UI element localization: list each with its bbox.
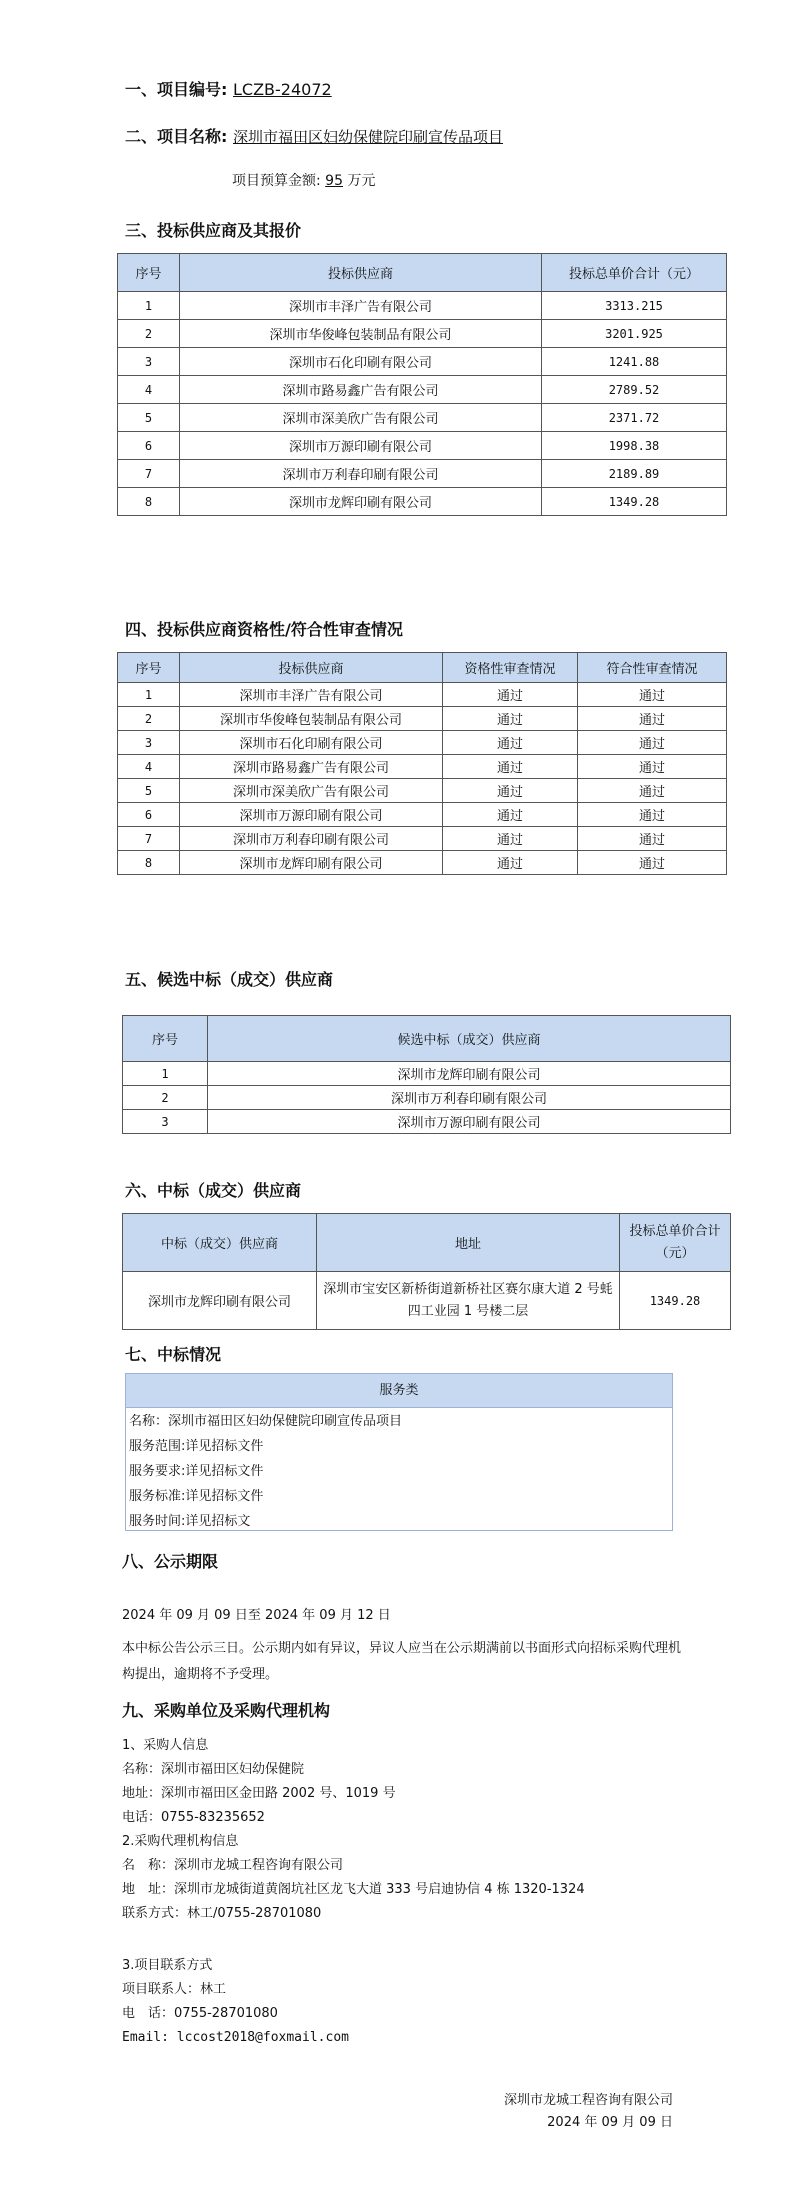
project-name-label: 二、项目名称: <box>125 127 228 146</box>
table-cell: 4 <box>118 376 180 404</box>
table-cell: 通过 <box>443 851 578 875</box>
table-cell: 通过 <box>578 827 727 851</box>
bid-price-table <box>117 253 727 516</box>
table-cell: 深圳市深美欣广告有限公司 <box>180 404 542 432</box>
footer <box>504 2090 673 2134</box>
table-row <box>118 803 727 827</box>
contact-block <box>122 1734 585 1926</box>
service-box <box>125 1373 673 1531</box>
table-cell: 1241.88 <box>542 348 727 376</box>
publicity-period: 2024 年 09 月 09 日至 2024 年 09 月 12 日 <box>122 1608 391 1623</box>
contact-line: 电 话：0755-28701080 <box>122 2006 278 2021</box>
table-cell: 通过 <box>443 731 578 755</box>
winner-table <box>122 1213 731 1330</box>
contact-line: 联系方式：林工/0755-28701080 <box>122 1906 322 1921</box>
contact-email: Email: lccost2018@foxmail.com <box>122 2030 349 2045</box>
budget-line <box>232 170 375 190</box>
table-cell: 通过 <box>578 803 727 827</box>
table-cell: 深圳市万源印刷有限公司 <box>180 803 443 827</box>
table-row <box>118 376 727 404</box>
qualification-table <box>117 652 727 875</box>
table-cell: 通过 <box>578 779 727 803</box>
table-cell: 8 <box>118 488 180 516</box>
table-row <box>118 348 727 376</box>
table-row <box>118 851 727 875</box>
table-cell: 2189.89 <box>542 460 727 488</box>
contact-line: 地址：深圳市福田区金田路 2002 号、1019 号 <box>122 1786 396 1801</box>
table-cell: 2 <box>123 1086 208 1110</box>
project-name-value: 深圳市福田区妇幼保健院印刷宣传品项目 <box>232 128 503 146</box>
table-cell: 3201.925 <box>542 320 727 348</box>
table-cell: 通过 <box>443 683 578 707</box>
table-row <box>118 432 727 460</box>
table-row <box>123 1110 731 1134</box>
col-header-supplier: 投标供应商 <box>180 653 443 683</box>
table-cell: 深圳市华俊峰包装制品有限公司 <box>180 320 542 348</box>
contact-line: 1、采购人信息 <box>122 1738 209 1753</box>
table-row <box>118 827 727 851</box>
col-header-index: 序号 <box>118 254 180 292</box>
table-cell: 3 <box>118 348 180 376</box>
project-contact-block <box>122 1954 349 2050</box>
service-box-header: 服务类 <box>126 1374 672 1408</box>
contact-line: 名 称：深圳市龙城工程咨询有限公司 <box>122 1858 344 1873</box>
table-row <box>123 1272 731 1330</box>
table-cell: 2 <box>118 707 180 731</box>
winner-total: 1349.28 <box>620 1272 731 1330</box>
section-9-title: 九、采购单位及采购代理机构 <box>122 1701 331 1720</box>
winner-supplier: 深圳市龙辉印刷有限公司 <box>123 1272 317 1330</box>
table-row <box>118 755 727 779</box>
table-cell: 深圳市龙辉印刷有限公司 <box>180 488 542 516</box>
service-line: 服务时间:详见招标文 <box>129 1514 251 1529</box>
table-cell: 深圳市石化印刷有限公司 <box>180 731 443 755</box>
table-cell: 2371.72 <box>542 404 727 432</box>
project-number-value: LCZB-24072 <box>232 80 332 99</box>
budget-label: 项目预算金额: <box>232 173 321 189</box>
table-cell: 深圳市华俊峰包装制品有限公司 <box>180 707 443 731</box>
table-cell: 3313.215 <box>542 292 727 320</box>
table-cell: 通过 <box>443 779 578 803</box>
contact-line: 项目联系人：林工 <box>122 1982 227 1997</box>
col-header-total: 投标总单价合计（元） <box>620 1214 731 1272</box>
table-cell: 通过 <box>578 707 727 731</box>
col-header-address: 地址 <box>317 1214 620 1272</box>
table-row <box>118 683 727 707</box>
table-row <box>118 488 727 516</box>
table-cell: 深圳市龙辉印刷有限公司 <box>208 1062 731 1086</box>
section-5-title: 五、候选中标（成交）供应商 <box>125 970 334 989</box>
section-6-title: 六、中标（成交）供应商 <box>125 1181 302 1200</box>
table-row <box>118 320 727 348</box>
col-header-total: 投标总单价合计（元） <box>542 254 727 292</box>
table-cell: 通过 <box>578 851 727 875</box>
table-cell: 7 <box>118 827 180 851</box>
table-cell: 深圳市万利春印刷有限公司 <box>208 1086 731 1110</box>
footer-org: 深圳市龙城工程咨询有限公司 <box>503 2093 673 2108</box>
table-cell: 深圳市路易鑫广告有限公司 <box>180 376 542 404</box>
table-cell: 通过 <box>578 731 727 755</box>
section-3-title: 三、投标供应商及其报价 <box>125 221 302 240</box>
budget-value: 95 <box>325 173 343 189</box>
table-cell: 深圳市路易鑫广告有限公司 <box>180 755 443 779</box>
table-cell: 2789.52 <box>542 376 727 404</box>
table-cell: 通过 <box>443 803 578 827</box>
section-8-title: 八、公示期限 <box>122 1552 219 1571</box>
col-header-compliance: 符合性审查情况 <box>578 653 727 683</box>
contact-line: 电话：0755-83235652 <box>122 1810 265 1825</box>
service-line: 名称：深圳市福田区妇幼保健院印刷宣传品项目 <box>129 1414 403 1429</box>
table-cell: 通过 <box>443 827 578 851</box>
table-cell: 1 <box>118 292 180 320</box>
col-header-supplier: 投标供应商 <box>180 254 542 292</box>
service-line: 服务要求:详见招标文件 <box>129 1464 264 1479</box>
table-cell: 5 <box>118 404 180 432</box>
table-cell: 3 <box>118 731 180 755</box>
table-cell: 4 <box>118 755 180 779</box>
table-cell: 5 <box>118 779 180 803</box>
project-number <box>125 77 332 100</box>
contact-line: 名称：深圳市福田区妇幼保健院 <box>122 1762 305 1777</box>
table-row <box>123 1086 731 1110</box>
table-row <box>118 292 727 320</box>
contact-line: 地 址：深圳市龙城街道黄阁坑社区龙飞大道 333 号启迪协信 4 栋 1320-1324 <box>122 1882 585 1897</box>
winner-address: 深圳市宝安区新桥街道新桥社区赛尔康大道 2 号蚝四工业园 1 号楼二层 <box>317 1272 620 1330</box>
table-cell: 深圳市万利春印刷有限公司 <box>180 460 542 488</box>
table-cell: 1998.38 <box>542 432 727 460</box>
col-header-index: 序号 <box>123 1016 208 1062</box>
table-cell: 深圳市万源印刷有限公司 <box>180 432 542 460</box>
table-cell: 深圳市丰泽广告有限公司 <box>180 292 542 320</box>
service-line: 服务标准:详见招标文件 <box>129 1489 264 1504</box>
table-row <box>118 404 727 432</box>
table-cell: 3 <box>123 1110 208 1134</box>
table-row <box>118 707 727 731</box>
candidate-table <box>122 1015 731 1134</box>
table-cell: 通过 <box>443 707 578 731</box>
table-cell: 6 <box>118 432 180 460</box>
table-cell: 通过 <box>578 755 727 779</box>
project-name <box>125 124 503 147</box>
table-cell: 深圳市龙辉印刷有限公司 <box>180 851 443 875</box>
table-row <box>118 460 727 488</box>
publicity-notice: 本中标公告公示三日。公示期内如有异议，异议人应当在公示期满前以书面形式向招标采购代理机构提出，逾期将不予受理。 <box>122 1641 682 1682</box>
col-header-winner: 中标（成交）供应商 <box>123 1214 317 1272</box>
table-cell: 1 <box>118 683 180 707</box>
table-cell: 8 <box>118 851 180 875</box>
table-cell: 深圳市深美欣广告有限公司 <box>180 779 443 803</box>
project-number-label: 一、项目编号: <box>125 80 228 99</box>
table-cell: 通过 <box>578 683 727 707</box>
col-header-index: 序号 <box>118 653 180 683</box>
contact-line: 3.项目联系方式 <box>122 1958 213 1973</box>
table-cell: 深圳市万利春印刷有限公司 <box>180 827 443 851</box>
table-cell: 1 <box>123 1062 208 1086</box>
budget-unit: 万元 <box>347 173 376 189</box>
footer-date: 2024 年 09 月 09 日 <box>547 2115 673 2130</box>
table-cell: 1349.28 <box>542 488 727 516</box>
col-header-candidate: 候选中标（成交）供应商 <box>208 1016 731 1062</box>
table-row <box>118 731 727 755</box>
table-row <box>118 779 727 803</box>
table-row <box>123 1062 731 1086</box>
table-cell: 7 <box>118 460 180 488</box>
table-cell: 深圳市石化印刷有限公司 <box>180 348 542 376</box>
service-line: 服务范围:详见招标文件 <box>129 1439 264 1454</box>
section-7-title: 七、中标情况 <box>125 1345 222 1364</box>
table-cell: 6 <box>118 803 180 827</box>
table-cell: 2 <box>118 320 180 348</box>
table-cell: 通过 <box>443 755 578 779</box>
col-header-qualification: 资格性审查情况 <box>443 653 578 683</box>
contact-line: 2.采购代理机构信息 <box>122 1834 239 1849</box>
section-4-title: 四、投标供应商资格性/符合性审查情况 <box>125 620 403 639</box>
table-cell: 深圳市万源印刷有限公司 <box>208 1110 731 1134</box>
table-cell: 深圳市丰泽广告有限公司 <box>180 683 443 707</box>
